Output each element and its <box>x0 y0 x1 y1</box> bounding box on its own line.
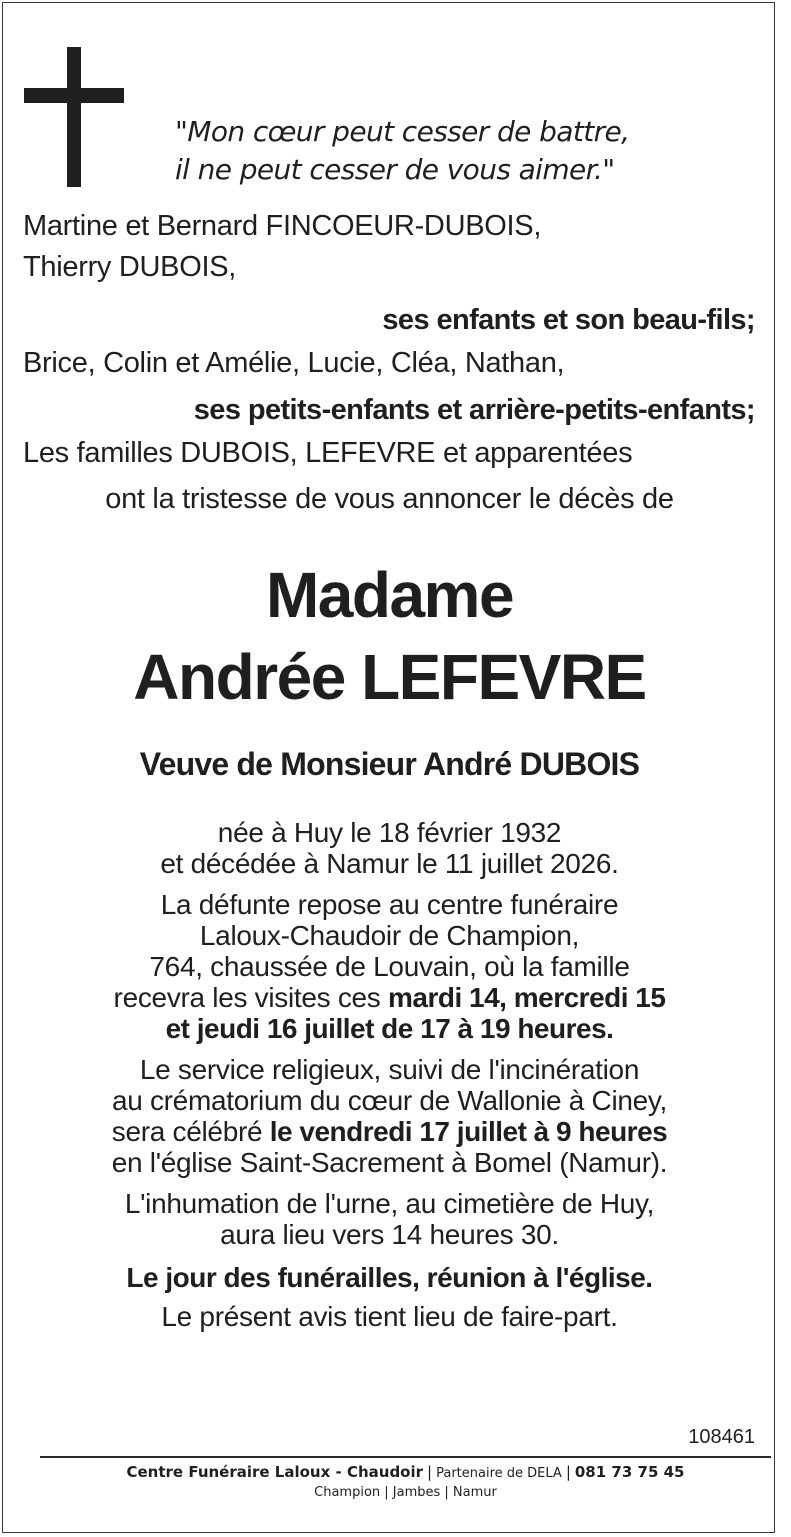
death-line: et décédée à Namur le 11 juillet 2026. <box>160 848 619 879</box>
service-date: le vendredi 17 juillet à 9 heures <box>269 1116 668 1147</box>
visits-times: et jeudi 16 juillet de 17 à 19 heures. <box>165 1013 614 1044</box>
visits-days: mardi 14, mercredi 15 <box>388 982 666 1013</box>
children-names-1: Martine et Bernard FINCOEUR-DUBOIS, <box>23 210 542 242</box>
burial-line-1: L'inhumation de l'urne, au cimetière de Huy, <box>124 1188 655 1219</box>
footer-row-main <box>40 1462 771 1484</box>
service-place-line: en l'église Saint-Sacrement à Bomel (Namur). <box>111 1147 668 1178</box>
footer-separator: | <box>427 1463 433 1481</box>
service-date-line <box>3 1116 776 1147</box>
visits-times-line <box>3 1013 776 1044</box>
grandchildren-names: Brice, Colin et Amélie, Lucie, Cléa, Nathan, <box>23 347 565 379</box>
footer-separator: | <box>565 1463 571 1481</box>
cross-icon <box>67 47 81 187</box>
quote-line-2: il ne peut cesser de vous aimer." <box>175 153 615 186</box>
service-line-2: au crématorium du cœur de Wallonie à Ciney, <box>111 1085 668 1116</box>
rest-line-3: 764, chaussée de Louvain, où la famille <box>149 951 630 982</box>
families-line: Les familles DUBOIS, LEFEVRE et apparentées <box>23 437 633 469</box>
rest-line-2: Laloux-Chaudoir de Champion, <box>199 920 580 951</box>
meeting-line <box>3 1262 776 1293</box>
burial-line-2: aura lieu vers 14 heures 30. <box>220 1219 559 1250</box>
rest-line-1: La défunte repose au centre funéraire <box>160 889 619 920</box>
widow-of-line: Veuve de Monsieur André DUBOIS <box>139 746 640 782</box>
partner-text: Partenaire de DELA <box>436 1466 562 1481</box>
service-line-1: Le service religieux, suivi de l'incinération <box>139 1054 640 1085</box>
visits-line <box>3 982 776 1013</box>
children-names-2: Thierry DUBOIS, <box>23 251 237 283</box>
children-role: ses enfants et son beau-fils; <box>382 304 755 336</box>
funeral-home-name: Centre Funéraire Laloux - Chaudoir <box>126 1463 424 1481</box>
announcement-line: ont la tristesse de vous annoncer le décès de <box>105 483 674 515</box>
notice-line: Le présent avis tient lieu de faire-part. <box>161 1301 618 1332</box>
footer-locations: Champion | Jambes | Namur <box>314 1485 497 1500</box>
visits-prefix: recevra les visites ces <box>113 982 388 1013</box>
cross-icon-bar <box>24 88 124 103</box>
deceased-title: Madame <box>265 559 514 631</box>
phone-number: 081 73 75 45 <box>574 1463 685 1481</box>
quote-line-1: "Mon cœur peut cesser de battre, <box>175 115 630 148</box>
deceased-name: Andrée LEFEVRE <box>133 641 646 713</box>
service-prefix: sera célébré <box>111 1116 270 1147</box>
birth-line: née à Huy le 18 février 1932 <box>217 817 562 848</box>
footer-divider <box>40 1456 771 1458</box>
details-block <box>3 817 776 1332</box>
grandchildren-role: ses petits-enfants et arrière-petits-enfants; <box>193 394 755 426</box>
obituary-notice <box>2 2 775 1533</box>
epitaph-quote <box>175 113 629 189</box>
reference-number: 108461 <box>688 1426 755 1448</box>
funeral-home-footer <box>40 1462 771 1502</box>
meeting-text: Le jour des funérailles, réunion à l'église. <box>126 1262 653 1293</box>
